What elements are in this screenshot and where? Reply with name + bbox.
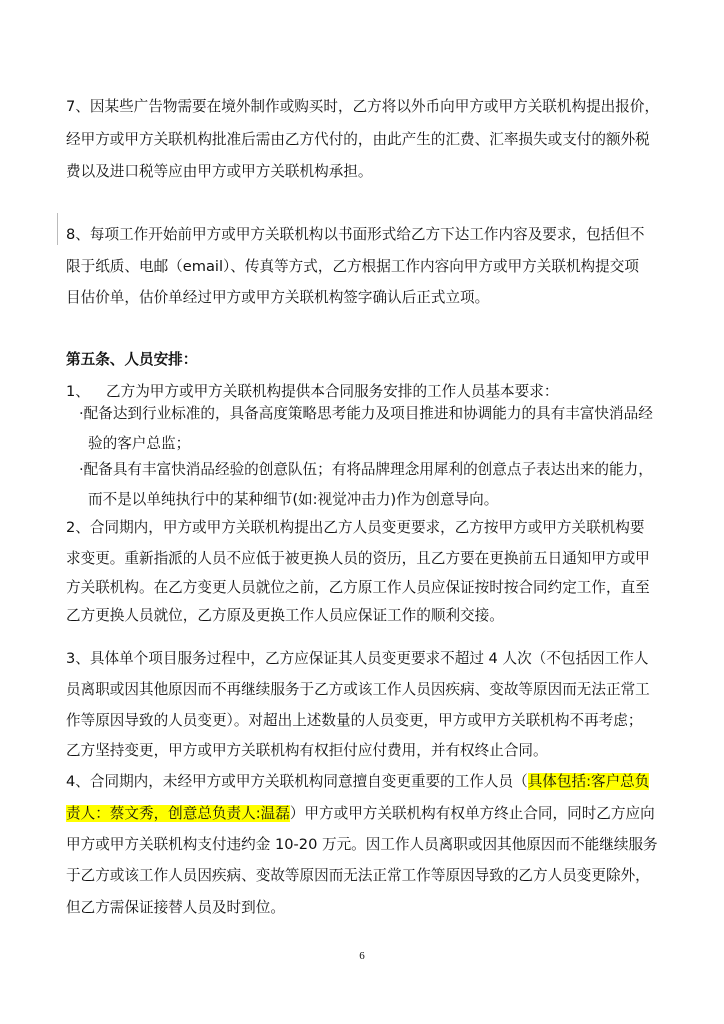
bullet-line: ·配备达到行业标准的，具备高度策略思考能力及项目推进和协调能力的具有丰富快消品经 xyxy=(79,405,653,422)
s2-line: 求变更。重新指派的人员不应低于被更换人员的资历，且乙方要在更换前五日通知甲方或甲 xyxy=(66,550,650,567)
item-text: 乙方为甲方或甲方关联机构提供本合同服务安排的工作人员基本要求： xyxy=(106,383,559,400)
p7-line: 7、因某些广告物需要在境外制作或购买时，乙方将以外币向甲方或甲方关联机构提出报价， xyxy=(66,98,660,115)
p8-line: 8、每项工作开始前甲方或甲方关联机构以书面形式给乙方下达工作内容及要求，包括但不 xyxy=(66,226,645,243)
s3-line: 员离职或因其他原因而不再继续服务于乙方或该工作人员因疾病、变故等原因而无法正常工 xyxy=(66,681,650,698)
highlighted-text: 具体包括:客户总负 xyxy=(527,773,650,790)
s4-line: 于乙方或该工作人员因疾病、变故等原因而无法正常工作等原因导致的乙方人员变更除外， xyxy=(66,867,650,884)
s3-line: 乙方坚持变更，甲方或甲方关联机构有权拒付应付费用，并有权终止合同。 xyxy=(66,742,548,759)
section-heading: 第五条、人员安排： xyxy=(66,351,198,368)
text-cursor xyxy=(57,213,58,245)
s4-line xyxy=(66,772,649,792)
s4-text: 4、合同期内，未经甲方或甲方关联机构同意擅自变更重要的工作人员（ xyxy=(66,773,528,790)
item-number: 1、 xyxy=(66,383,90,400)
s4-line: 甲方或甲方关联机构支付违约金 10-20 万元。因工作人员离职或因其他原因而不能继续服务 xyxy=(66,836,658,853)
p8-line: 目估价单，估价单经过甲方或甲方关联机构签字确认后正式立项。 xyxy=(66,289,490,306)
page-number: 6 xyxy=(359,950,365,962)
bullet-line: 验的客户总监； xyxy=(88,435,191,452)
highlighted-text: 责人：蔡文秀，创意总负责人:温磊 xyxy=(66,805,290,822)
s2-line: 2、合同期内，甲方或甲方关联机构提出乙方人员变更要求，乙方按甲方或甲方关联机构要 xyxy=(66,519,645,536)
s4-line xyxy=(66,804,655,824)
p8-line: 限于纸质、电邮（email）、传真等方式，乙方根据工作内容向甲方或甲方关联机构提交项 xyxy=(66,258,639,275)
bullet-line: 而不是以单纯执行中的某种细节(如:视觉冲击力)作为创意导向。 xyxy=(88,491,499,508)
s3-line: 3、具体单个项目服务过程中，乙方应保证其人员变更要求不超过 4 人次（不包括因工作人 xyxy=(66,650,649,667)
p7-line: 经甲方或甲方关联机构批准后需由乙方代付的，由此产生的汇费、汇率损失或支付的额外税 xyxy=(66,131,650,148)
s4-text: ）甲方或甲方关联机构有权单方终止合同，同时乙方应向 xyxy=(289,805,655,822)
s3-line: 作等原因导致的人员变更）。对超出上述数量的人员变更，甲方或甲方关联机构不再考虑； xyxy=(66,712,643,729)
s2-line: 乙方更换人员就位，乙方原及更换工作人员应保证工作的顺利交接。 xyxy=(66,607,504,624)
s4-line: 但乙方需保证接替人员及时到位。 xyxy=(66,899,285,916)
s2-line: 方关联机构。在乙方变更人员就位之前，乙方原工作人员应保证按时按合同约定工作，直至 xyxy=(66,579,650,596)
bullet-line: ·配备具有丰富快消品经验的创意队伍；有将品牌理念用犀利的创意点子表达出来的能力， xyxy=(79,461,653,478)
p7-line: 费以及进口税等应由甲方或甲方关联机构承担。 xyxy=(66,163,373,180)
